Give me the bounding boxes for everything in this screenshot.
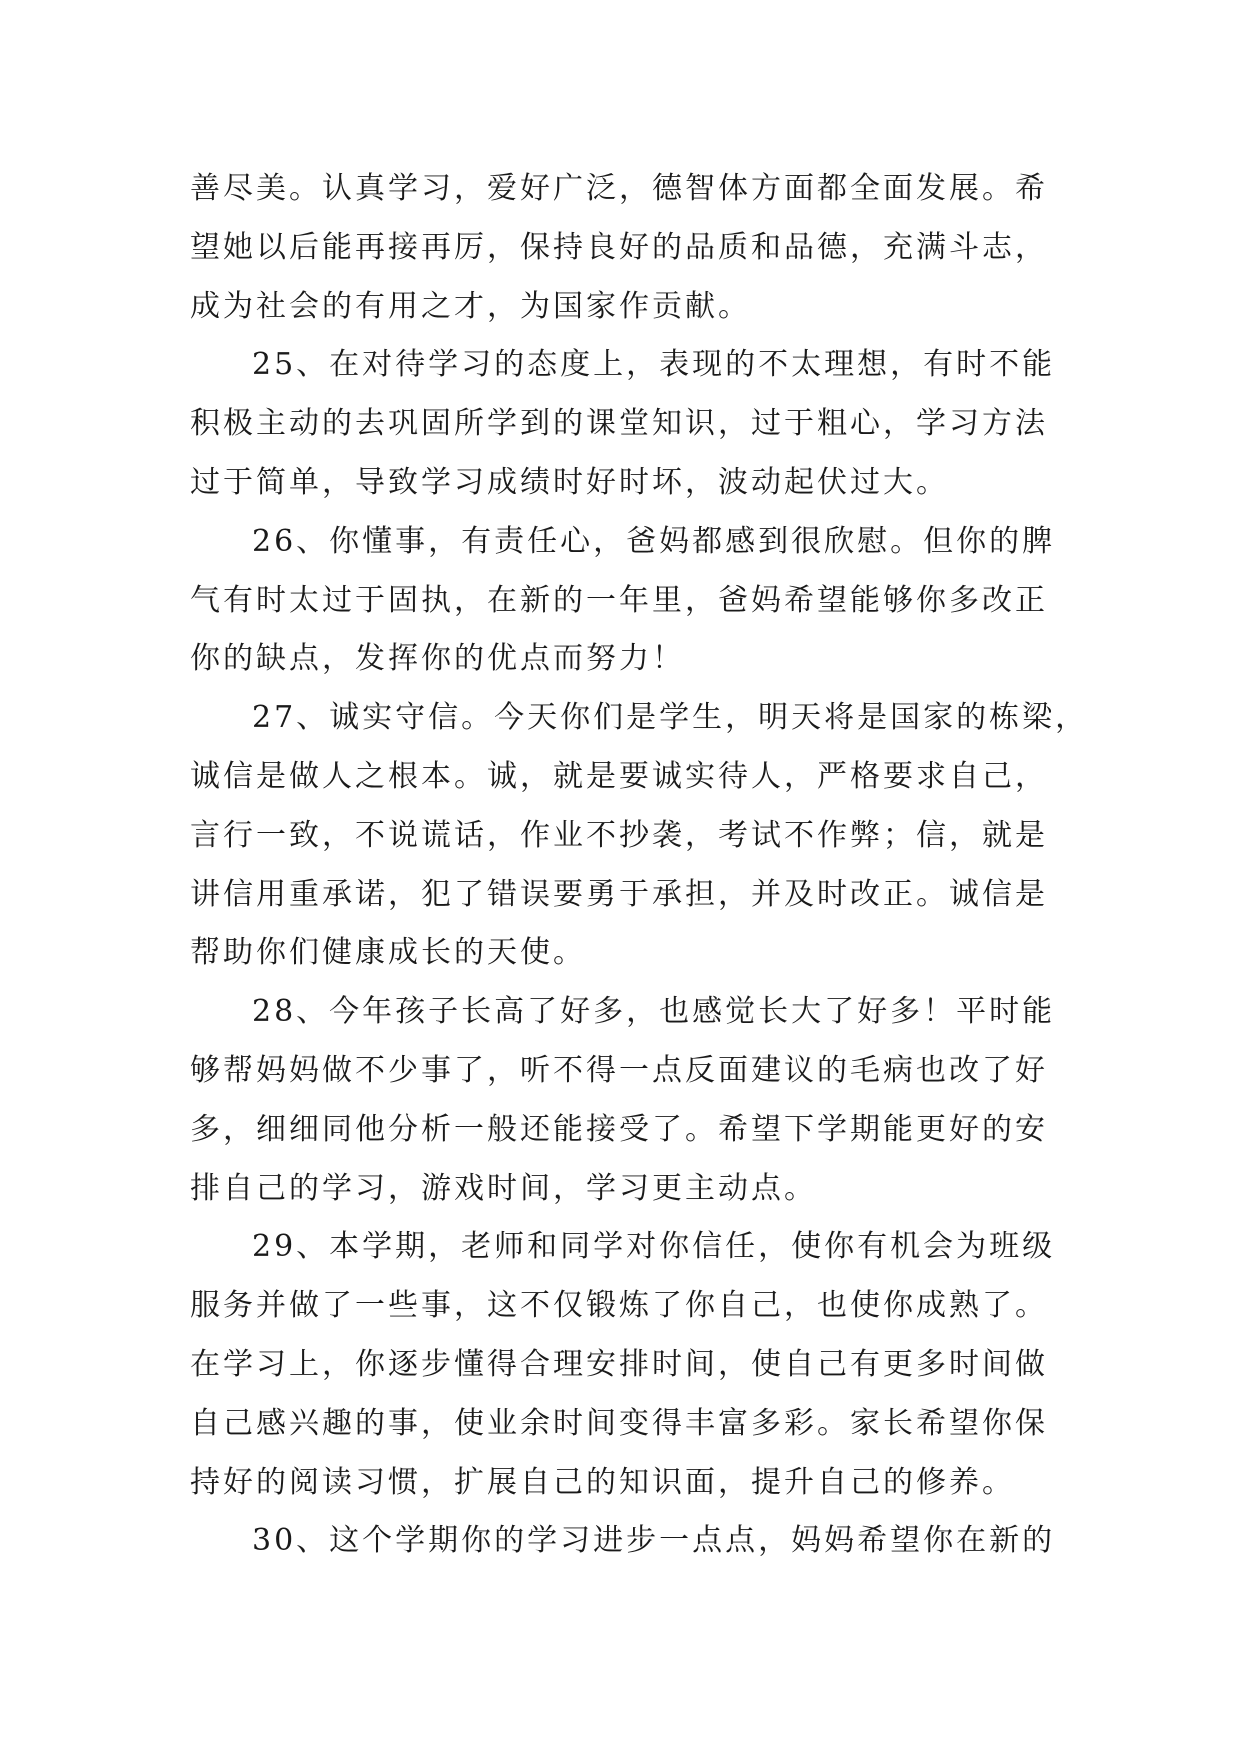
paragraph-start-29: 29、本学期，老师和同学对你信任，使你有机会为班级 [252,1229,1056,1265]
text-line: 多，细细同他分析一般还能接受了。希望下学期能更好的安 [190,1111,1048,1147]
paragraph-start-26: 26、你懂事，有责任心，爸妈都感到很欣慰。但你的脾 [252,523,1056,559]
text-line: 排自己的学习，游戏时间，学习更主动点。 [190,1170,817,1206]
text-line: 持好的阅读习惯，扩展自己的知识面，提升自己的修养。 [190,1464,1015,1500]
paragraph-start-28: 28、今年孩子长高了好多，也感觉长大了好多！平时能 [252,994,1056,1030]
text-line: 言行一致，不说谎话，作业不抄袭，考试不作弊；信，就是 [190,817,1048,853]
text-line: 成为社会的有用之才，为国家作贡献。 [190,288,751,324]
text-line: 帮助你们健康成长的天使。 [190,935,586,971]
paragraph-start-27: 27、诚实守信。今天你们是学生，明天将是国家的栋梁， [252,700,1089,736]
text-line: 服务并做了一些事，这不仅锻炼了你自己，也使你成熟了。 [190,1288,1048,1324]
text-line: 在学习上，你逐步懂得合理安排时间，使自己有更多时间做 [190,1346,1048,1382]
paragraph-start-30: 30、这个学期你的学习进步一点点，妈妈希望你在新的 [252,1523,1056,1559]
text-line: 望她以后能再接再厉，保持良好的品质和品德，充满斗志， [190,229,1048,265]
body-text [190,160,1089,1571]
text-line: 自己感兴趣的事，使业余时间变得丰富多彩。家长希望你保 [190,1405,1048,1441]
paragraph-start-25: 25、在对待学习的态度上，表现的不太理想，有时不能 [252,347,1056,383]
text-line: 善尽美。认真学习，爱好广泛，德智体方面都全面发展。希 [190,171,1048,206]
text-line: 够帮妈妈做不少事了，听不得一点反面建议的毛病也改了好 [190,1052,1048,1088]
text-line: 诚信是做人之根本。诚，就是要诚实待人，严格要求自己， [190,758,1048,794]
text-line: 过于简单，导致学习成绩时好时坏，波动起伏过大。 [190,464,949,500]
text-line: 气有时太过于固执，在新的一年里，爸妈希望能够你多改正 [190,582,1048,618]
text-line: 积极主动的去巩固所学到的课堂知识，过于粗心，学习方法 [190,406,1048,442]
text-line: 你的缺点，发挥你的优点而努力！ [190,641,685,677]
text-line: 讲信用重承诺，犯了错误要勇于承担，并及时改正。诚信是 [190,876,1048,912]
